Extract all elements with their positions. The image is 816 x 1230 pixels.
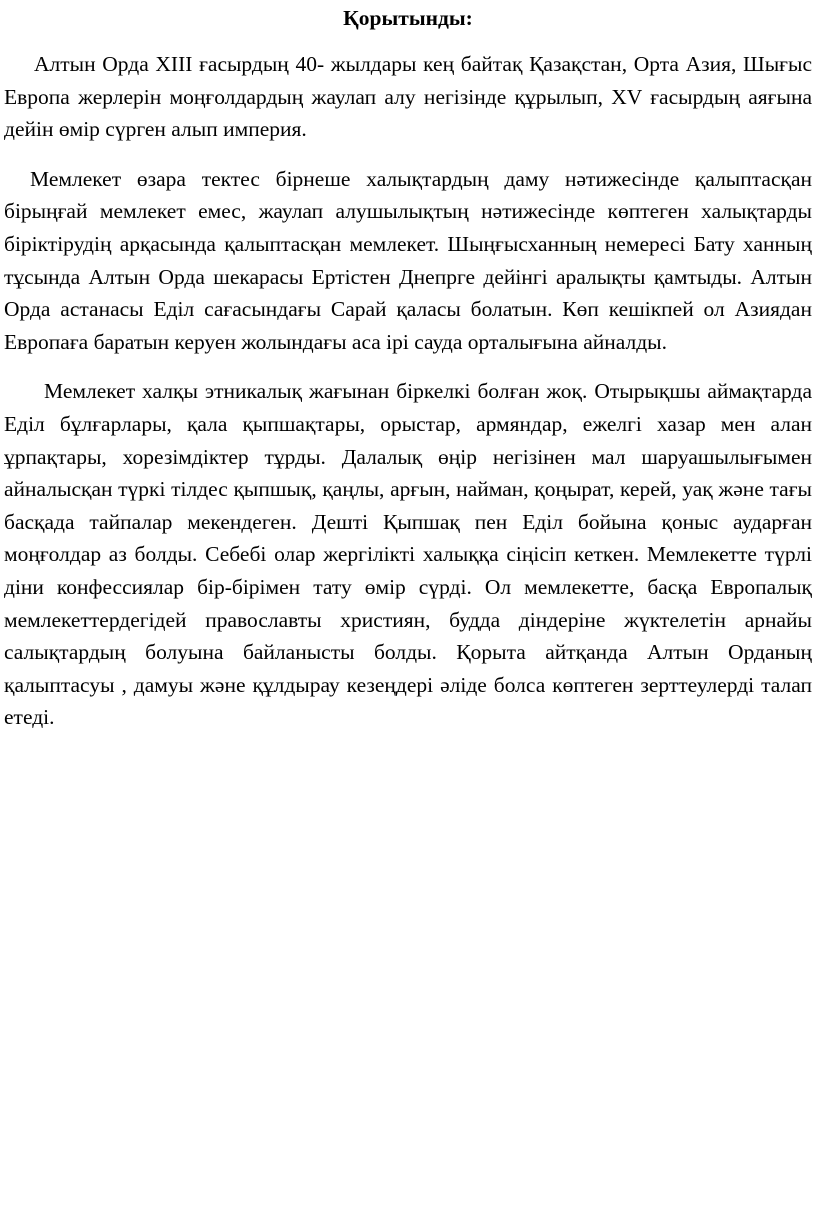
document-title: Қорытынды: bbox=[343, 6, 473, 30]
paragraph-population: Мемлекет халқы этникалық жағынан біркелкі болған жоқ. Отырықшы аймақтарда Еділ бұлғарлары, қала қыпшақтары, орыстар, армяндар, ежелгі хазар мен алан ұрпақтары, хорезімдіктер тұрды. Далалық өңір негізінен мал шаруашылығымен айналысқан түркі тілдес қыпшық, қаңлы, арғын, найман, қоңырат, керей, уақ және тағы басқада тайпалар мекендеген. Дешті Қыпшақ пен Еділ бойына қоныс аударған моңғолдар аз болды. Себебі олар жергілікті халыққа сіңісіп кеткен. Мемлекетте түрлі діни конфессиялар бір-бірімен тату өмір сүрді. Ол мемлекетте, басқа Европалық мемлекеттердегідей православты християн, будда діндеріне жүктелетін арнайы салықтардың болуына байланысты болды. Қорыта айтқанда Алтын Орданың қалыптасуы , дамуы және құлдырау кезеңдері әліде болса көптеген зерттеулерді талап етеді. bbox=[4, 379, 812, 730]
paragraph-formation: Мемлекет өзара тектес бірнеше халықтардың даму нәтижесінде қалыптасқан бірыңғай мемлекет емес, жаулап алушылықтың нәтижесінде көптеген халықтарды біріктірудің арқасында қалыптасқан мемлекет. Шыңғысханның немересі Бату ханның тұсында Алтын Орда шекарасы Ертістен Днепрге дейінгі аралықты қамтыды. Алтын Орда астанасы Еділ сағасындағы Сарай қаласы болатын. Көп кешікпей ол Азиядан Европаға баратын керуен жолындағы аса ірі сауда орталығына айналды. bbox=[4, 166, 812, 354]
paragraph-intro: Алтын Орда XIII ғасырдың 40- жылдары кең байтақ Қазақстан, Орта Азия, Шығыс Европа жерлерін моңғолдардың жаулап алу негізінде құрылып, XV ғасырдың аяғына дейін өмір сүрген алып империя. bbox=[4, 52, 812, 142]
